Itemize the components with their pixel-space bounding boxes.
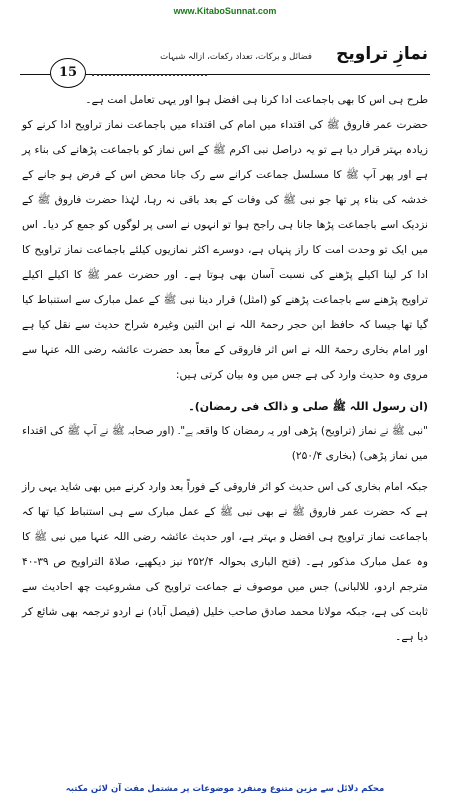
page-body — [22, 88, 428, 650]
header-dotted-leader — [92, 74, 207, 76]
chapter-subtitle: فضائل و برکات، تعداد رکعات، ازالہ شبہات — [160, 52, 312, 62]
page-header — [20, 40, 430, 80]
page-number: 15 — [50, 58, 86, 88]
paragraph: طرح ہی اس کا بھی باجماعت ادا کرنا ہی افضل ہوا اور یہی تعامل امت ہے۔ — [85, 94, 428, 106]
paragraph: حضرت عمر فاروق ﷺ کی اقتداء میں امام کی اقتداء میں باجماعت نماز تراویح ادا کرنے کو زیادہ بہتر قرار دیا ہے تو یہ دراصل نبی اکرم ﷺ کے اس نماز کو باجماعت پڑھانے کی بناء پر ہے اور پھر آپ ﷺ کا مسلسل جماعت کرانے سے رک جانا محض اس کے فرض ہو جانے کے خدشہ کی بناء پر تھا جو نبی ﷺ کی وفات کے بعد باقی نہ رہا، لہٰذا حضرت فاروق ﷺ کے نزدیک اسے باجماعت پڑھا جانا ہی راجح ہوا تو انہوں نے اسی پر لوگوں کو جمع کر دیا۔ اس میں ایک تو وحدت امت کا راز پنہاں ہے، دوسرے اکثر نمازیوں کیلئے باجماعت نماز تراویح کا ادا کر لینا اکیلے پڑھنے کی نسبت آسان بھی ہوتا ہے۔ اور حضرت عمر ﷺ کا اکیلے اکیلے تراویح پڑھنے سے باجماعت پڑھنے کو (امثل) قرار دینا نبی ﷺ کے عمل مبارک سے استنباط کیا گیا تھا جیسا کہ حافظ ابن حجر رحمۃ اللہ نے ابن التین وغیرہ شراح حدیث سے نقل کیا ہے اور امام بخاری رحمۃ اللہ نے اس اثر فاروقی کے معاً بعد حضرت عائشہ رضی اللہ عنہا سے مروی وہ حدیث وارد کی ہے جس میں وہ بیان کرتی ہیں: — [22, 119, 428, 381]
website-url[interactable]: www.KitaboSunnat.com — [173, 6, 277, 16]
paragraph: جبکہ امام بخاری کی اس حدیث کو اثر فاروقی کے فوراً بعد وارد کرنے میں بھی شاید یہی راز ہے کہ حضرت عمر فاروق ﷺ نے بھی نبی ﷺ کے عمل مبارک سے ہی استنباط کیا تھا کہ باجماعت نماز تراویح ہی افضل و بہتر ہے، اور حدیث عائشہ رضی اللہ عنہا میں نبی ﷺ کا وہ عمل مبارک مذکور ہے۔ (فتح الباری بحوالہ ۲۵۲/۴ نیز دیکھیے، صلاۃ التراویح ص ۳۹-۴۰ مترجم اردو، للالبانی) جس میں موصوف نے جماعت تراویح کی مشروعیت چھ احادیث سے ثابت کی ہے، جبکہ مولانا محمد صادق صاحب خلیل (فیصل آباد) نے اردو ترجمہ بھی شائع کر دیا ہے۔ — [22, 481, 428, 643]
arabic-hadith-quote: (ان رسول اللہ ﷺ صلی و ذالک فی رمضان)۔ — [188, 400, 428, 413]
chapter-title: نمازِ تراویح — [336, 44, 428, 64]
hadith-translation: "نبی ﷺ نے نماز (تراویح) پڑھی اور یہ رمضان کا واقعہ ہے"۔ (اور صحابہ ﷺ نے آپ ﷺ کی اقتداء میں نماز پڑھی) (بخاری ۲۵۰/۴) — [22, 425, 428, 462]
footer-tagline: محکم دلائل سے مزین متنوع ومنفرد موضوعات پر مشتمل مفت آن لائن مکتبہ — [65, 784, 385, 794]
